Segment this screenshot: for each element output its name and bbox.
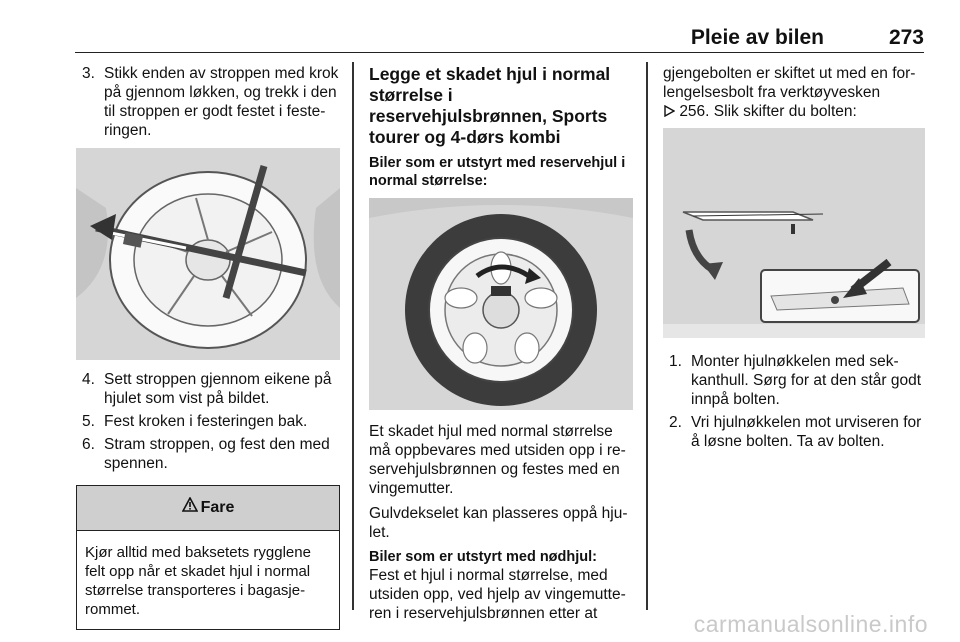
step-number: 1. (669, 353, 682, 370)
figure-bolt-replacement (663, 128, 925, 338)
warning-box (76, 485, 340, 630)
step-text: Sett stroppen gjennom eikene på hjulet som vist på bildet. (104, 371, 332, 407)
step-text: Fest kroken i festeringen bak. (104, 413, 308, 430)
step-number: 6. (82, 436, 95, 453)
step-2 (663, 413, 925, 451)
warning-text: Kjør alltid med baksetets rygglene felt opp når et skadet hjul i normal størrelse transporteres i bagasjerommet. (85, 544, 311, 618)
paragraph: Et skadet hjul med normal størrelse må oppbevares med utsiden opp i reservehjulsbrønnen og festes med en vingemutter. (369, 423, 626, 497)
section-heading: Legge et skadet hjul i normal størrelse i reservehjulsbrønnen, Sports tourer og 4-dørs kombi (369, 64, 611, 147)
step-number: 5. (82, 413, 95, 430)
step-number: 2. (669, 414, 682, 431)
column-divider-right (646, 62, 648, 610)
reference-arrow-icon (663, 103, 675, 122)
subheading-full-size-spare: Biler som er utstyrt med reservehjul i normal størrelse: (369, 155, 626, 189)
step-text: Vri hjulnøkkelen mot urviseren for å løsne bolten. Ta av bolten. (691, 414, 922, 450)
step-text: Stikk enden av stroppen med krok på gjennom løkken, og trekk i den til stroppen er godt festet i festeringen. (104, 65, 339, 139)
figure-damaged-wheel-in-well (369, 198, 633, 410)
paragraph: Gulvdekselet kan plasseres oppå hjulet. (369, 505, 628, 541)
left-column (76, 64, 340, 630)
section-title: Pleie av bilen (690, 26, 824, 49)
right-column (663, 64, 925, 455)
step-3 (76, 64, 340, 140)
step-text: Monter hjulnøkkelen med sekkanthull. Sørg for at den står godt innpå bolten. (691, 353, 922, 408)
cross-reference (663, 102, 925, 122)
step-5 (76, 412, 340, 431)
page-header (75, 22, 924, 53)
step-text: Stram stroppen, og fest den med spennen. (104, 436, 330, 472)
subheading-temporary-spare: Biler som er utstyrt med nødhjul: (369, 549, 597, 565)
step-number: 3. (82, 65, 95, 82)
step-1 (663, 352, 925, 409)
warning-title: Fare (200, 499, 235, 517)
paragraph: gjengebolten er skiftet ut med en forlengelsesbolt fra verktøyvesken (663, 65, 916, 101)
figure-strap-through-spokes (76, 148, 340, 360)
warning-triangle-icon (182, 486, 198, 530)
page-number: 273 (888, 26, 924, 49)
watermark: carmanualsonline.info (693, 611, 928, 637)
step-6 (76, 435, 340, 473)
step-4 (76, 370, 340, 408)
paragraph: Fest et hjul i normal størrelse, med utsiden opp, ved hjelp av vingemutteren i reservehjulsbrønnen etter at (369, 567, 626, 622)
warning-header (77, 486, 339, 531)
step-number: 4. (82, 371, 95, 388)
reference-text: 256. Slik skifter du bolten: (679, 103, 857, 120)
middle-column (369, 64, 633, 629)
column-divider-left (352, 62, 354, 610)
